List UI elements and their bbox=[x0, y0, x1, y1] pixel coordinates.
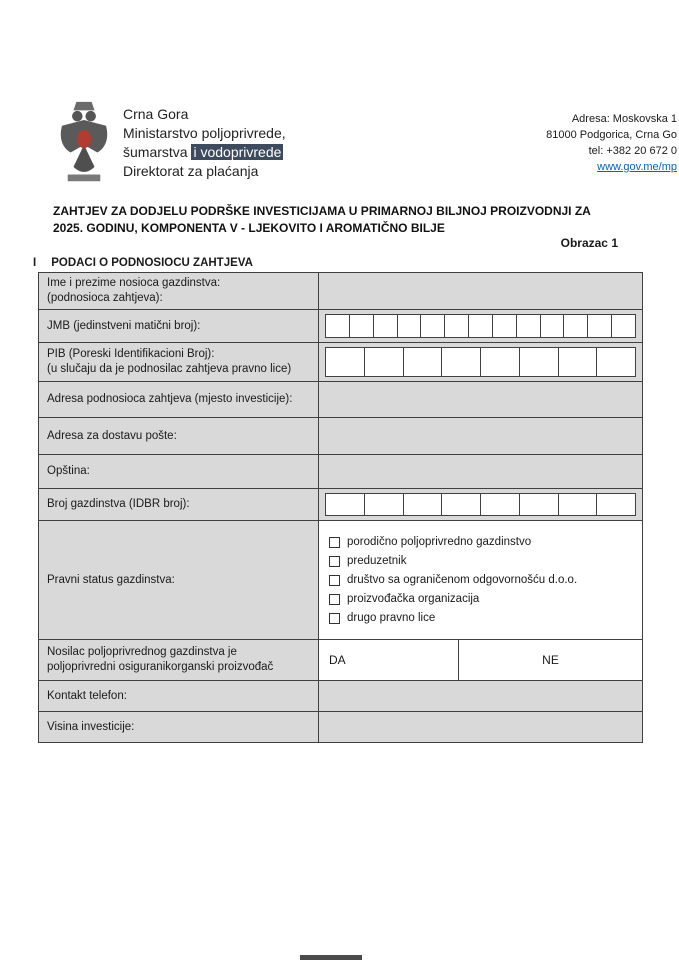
section-heading bbox=[33, 257, 253, 269]
checkbox-icon[interactable] bbox=[329, 575, 340, 586]
form-row-municipality bbox=[39, 454, 642, 488]
applicant-data-table bbox=[38, 272, 643, 743]
digit-box[interactable] bbox=[444, 314, 469, 338]
legal-status-label: Pravni status gazdinstva: bbox=[39, 521, 319, 639]
digit-box[interactable] bbox=[373, 314, 398, 338]
insured-yes-no-cells bbox=[319, 640, 642, 680]
digit-box[interactable] bbox=[325, 493, 365, 516]
investment-label: Visina investicije: bbox=[39, 712, 319, 742]
legal-status-option bbox=[329, 609, 632, 628]
org-directorate: Direktorat za plaćanja bbox=[123, 163, 259, 179]
mail-address-label: Adresa za dostavu pošte: bbox=[39, 418, 319, 454]
digit-box[interactable] bbox=[397, 314, 422, 338]
digit-box[interactable] bbox=[420, 314, 445, 338]
document-title-line2: 2025. GODINU, KOMPONENTA V - LJEKOVITO I AROMATIČNO BILJE bbox=[53, 221, 445, 235]
idbr-digit-boxes bbox=[319, 489, 642, 520]
phone-label: Kontakt telefon: bbox=[39, 681, 319, 711]
digit-box[interactable] bbox=[403, 493, 443, 516]
legal-status-option bbox=[329, 533, 632, 552]
org-ministry-line2-plain: šumarstva bbox=[123, 144, 192, 160]
legal-status-option bbox=[329, 552, 632, 571]
digit-box[interactable] bbox=[441, 493, 481, 516]
digit-box[interactable] bbox=[364, 347, 404, 377]
digit-box[interactable] bbox=[468, 314, 493, 338]
pib-label: PIB (Poreski Identifikacioni Broj): (u slučaju da je podnosilac zahtjeva pravno lice) bbox=[39, 343, 319, 381]
form-row-address bbox=[39, 381, 642, 417]
insured-yes-cell[interactable]: DA bbox=[319, 640, 459, 680]
digit-box[interactable] bbox=[403, 347, 443, 377]
digit-box[interactable] bbox=[519, 493, 559, 516]
document-title bbox=[53, 203, 628, 237]
form-row-idbr bbox=[39, 488, 642, 520]
digit-box[interactable] bbox=[596, 347, 636, 377]
legal-status-option-label: porodično poljoprivredno gazdinstvo bbox=[347, 535, 532, 548]
jmb-digit-boxes bbox=[319, 310, 642, 342]
digit-box[interactable] bbox=[325, 314, 350, 338]
section-numeral: I bbox=[33, 257, 37, 269]
org-ministry-line2 bbox=[123, 143, 286, 162]
bottom-edge-artifact bbox=[300, 955, 362, 960]
mail-address-input-cell[interactable] bbox=[319, 418, 642, 454]
investment-input-cell[interactable] bbox=[319, 712, 642, 742]
section-title: PODACI O PODNOSIOCU ZAHTJEVA bbox=[51, 257, 253, 269]
municipality-input-cell[interactable] bbox=[319, 455, 642, 488]
name-label: Ime i prezime nosioca gazdinstva: (podnosioca zahtjeva): bbox=[39, 273, 319, 309]
legal-status-option-label: preduzetnik bbox=[347, 554, 407, 567]
org-country: Crna Gora bbox=[123, 106, 189, 122]
montenegro-coat-of-arms-icon bbox=[55, 98, 113, 186]
digit-box[interactable] bbox=[558, 493, 598, 516]
form-row-insured bbox=[39, 639, 642, 680]
legal-status-option-label: proizvođačka organizacija bbox=[347, 592, 480, 605]
form-row-investment bbox=[39, 711, 642, 742]
digit-box[interactable] bbox=[441, 347, 481, 377]
form-row-jmb bbox=[39, 309, 642, 342]
address-label: Adresa podnosioca zahtjeva (mjesto investicije): bbox=[39, 382, 319, 417]
contact-address-line1: Adresa: Moskovska 1 bbox=[571, 113, 677, 125]
legal-status-option bbox=[329, 571, 632, 590]
insured-no-cell[interactable]: NE bbox=[459, 640, 642, 680]
legal-status-option-label: drugo pravno lice bbox=[347, 611, 436, 624]
address-input-cell[interactable] bbox=[319, 382, 642, 417]
org-ministry-line1: Ministarstvo poljoprivrede, bbox=[123, 125, 286, 141]
form-row-name bbox=[39, 273, 642, 309]
form-row-legal-status bbox=[39, 520, 642, 639]
contact-address-line2: 81000 Podgorica, Crna Go bbox=[546, 129, 677, 141]
digit-box[interactable] bbox=[364, 493, 404, 516]
idbr-label: Broj gazdinstva (IDBR broj): bbox=[39, 489, 319, 520]
form-row-pib bbox=[39, 342, 642, 381]
digit-box[interactable] bbox=[596, 493, 636, 516]
digit-box[interactable] bbox=[563, 314, 588, 338]
jmb-label: JMB (jedinstveni matični broj): bbox=[39, 310, 319, 342]
form-row-mail-address bbox=[39, 417, 642, 454]
contact-block bbox=[546, 111, 677, 175]
digit-box[interactable] bbox=[349, 314, 374, 338]
digit-box[interactable] bbox=[558, 347, 598, 377]
digit-box[interactable] bbox=[480, 347, 520, 377]
digit-box[interactable] bbox=[492, 314, 517, 338]
checkbox-icon[interactable] bbox=[329, 556, 340, 567]
digit-box[interactable] bbox=[587, 314, 612, 338]
insured-label: Nosilac poljoprivrednog gazdinstva je poljoprivredni osiguranikorganski proizvođač bbox=[39, 640, 319, 680]
digit-box[interactable] bbox=[540, 314, 565, 338]
website-link[interactable]: www.gov.me/mp bbox=[597, 161, 677, 173]
form-code-label: Obrazac 1 bbox=[560, 236, 618, 250]
form-row-phone bbox=[39, 680, 642, 711]
organization-block bbox=[123, 105, 286, 181]
checkbox-icon[interactable] bbox=[329, 613, 340, 624]
digit-box[interactable] bbox=[480, 493, 520, 516]
legal-status-options bbox=[319, 521, 642, 639]
checkbox-icon[interactable] bbox=[329, 594, 340, 605]
digit-box[interactable] bbox=[516, 314, 541, 338]
digit-box[interactable] bbox=[519, 347, 559, 377]
name-input-cell[interactable] bbox=[319, 273, 642, 309]
legal-status-option-label: društvo sa ograničenom odgovornošću d.o.o. bbox=[347, 573, 578, 586]
org-ministry-line2-highlight: i vodoprivrede bbox=[193, 144, 282, 160]
document-title-line1: ZAHTJEV ZA DODJELU PODRŠKE INVESTICIJAMA U PRIMARNOJ BILJNOJ PROIZVODNJI ZA bbox=[53, 204, 591, 218]
checkbox-icon[interactable] bbox=[329, 537, 340, 548]
digit-box[interactable] bbox=[611, 314, 636, 338]
legal-status-option bbox=[329, 590, 632, 609]
pib-digit-boxes bbox=[319, 343, 642, 381]
contact-phone: tel: +382 20 672 0 bbox=[588, 145, 677, 157]
municipality-label: Opština: bbox=[39, 455, 319, 488]
phone-input-cell[interactable] bbox=[319, 681, 642, 711]
digit-box[interactable] bbox=[325, 347, 365, 377]
